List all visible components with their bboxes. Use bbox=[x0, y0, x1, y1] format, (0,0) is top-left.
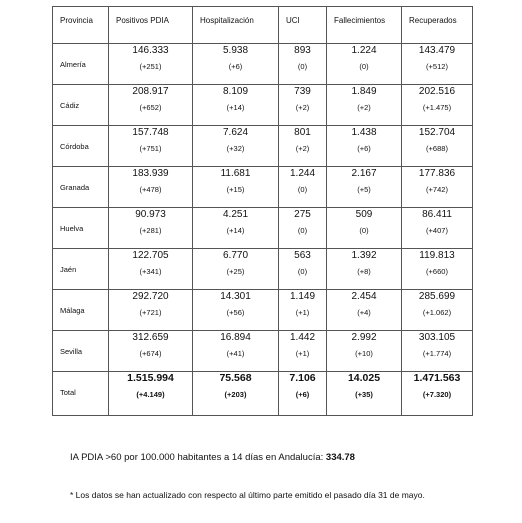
cell-positivos bbox=[109, 167, 193, 208]
cell-delta: (+1.475) bbox=[422, 103, 452, 112]
cell-positivos bbox=[109, 249, 193, 290]
cell-value: 275 bbox=[294, 209, 311, 220]
cell-value: 5.938 bbox=[222, 45, 249, 56]
header-provincia: Provincia bbox=[53, 7, 109, 44]
ia-note-text: IA PDIA >60 por 100.000 habitantes a 14 días en Andalucía: bbox=[70, 452, 326, 463]
covid-data-table bbox=[52, 6, 473, 416]
cell-delta: (+14) bbox=[226, 226, 245, 235]
cell-value: 1.438 bbox=[351, 127, 377, 138]
cell-delta: (+2) bbox=[295, 144, 310, 153]
cell-delta: (+32) bbox=[226, 144, 245, 153]
cell-value: 86.411 bbox=[422, 209, 452, 220]
cell-fallecimientos bbox=[327, 290, 402, 331]
cell-recuperados bbox=[402, 44, 473, 85]
cell-value: 1.442 bbox=[289, 332, 316, 343]
cell-value: 14.025 bbox=[347, 372, 381, 384]
cell-delta: (+1.774) bbox=[422, 349, 452, 358]
cell-uci bbox=[279, 126, 327, 167]
cell-value: 563 bbox=[294, 250, 311, 261]
cell-value: 152.704 bbox=[418, 127, 456, 138]
cell-hospitalizacion bbox=[193, 372, 279, 416]
cell-positivos bbox=[109, 44, 193, 85]
cell-delta: (+6) bbox=[295, 390, 310, 399]
cell-uci bbox=[279, 249, 327, 290]
cell-fallecimientos bbox=[327, 126, 402, 167]
cell-provincia: Málaga bbox=[53, 290, 109, 331]
cell-hospitalizacion bbox=[193, 331, 279, 372]
cell-fallecimientos bbox=[327, 167, 402, 208]
cell-hospitalizacion bbox=[193, 208, 279, 249]
cell-value: 208.917 bbox=[132, 86, 169, 97]
cell-provincia: Sevilla bbox=[53, 331, 109, 372]
table-row bbox=[53, 331, 473, 372]
table-row bbox=[53, 167, 473, 208]
cell-recuperados bbox=[402, 85, 473, 126]
header-fallecimientos: Fallecimientos bbox=[327, 7, 402, 44]
cell-value: 1.224 bbox=[351, 45, 377, 56]
cell-delta: (+35) bbox=[355, 390, 373, 399]
cell-delta: (+1.062) bbox=[422, 308, 452, 317]
cell-delta: (+7.320) bbox=[422, 390, 452, 399]
cell-value: 4.251 bbox=[222, 209, 249, 220]
cell-value: 2.167 bbox=[351, 168, 377, 179]
cell-delta: (+56) bbox=[226, 308, 245, 317]
cell-value: 801 bbox=[294, 127, 311, 138]
cell-delta: (0) bbox=[359, 62, 369, 71]
cell-value: 8.109 bbox=[222, 86, 249, 97]
cell-value: 1.849 bbox=[351, 86, 377, 97]
table-row bbox=[53, 126, 473, 167]
cell-uci bbox=[279, 372, 327, 416]
cell-provincia: Total bbox=[53, 372, 109, 416]
header-uci: UCI bbox=[279, 7, 327, 44]
cell-positivos bbox=[109, 208, 193, 249]
cell-fallecimientos bbox=[327, 208, 402, 249]
cell-value: 739 bbox=[294, 86, 311, 97]
cell-delta: (+4.149) bbox=[136, 390, 165, 399]
cell-positivos bbox=[109, 331, 193, 372]
cell-delta: (+251) bbox=[139, 62, 162, 71]
cell-value: 303.105 bbox=[418, 332, 456, 343]
cell-value: 1.471.563 bbox=[413, 372, 461, 384]
cell-delta: (+721) bbox=[139, 308, 162, 317]
cell-fallecimientos bbox=[327, 44, 402, 85]
cell-delta: (+281) bbox=[139, 226, 162, 235]
cell-delta: (+341) bbox=[139, 267, 162, 276]
cell-delta: (+751) bbox=[139, 144, 162, 153]
header-recuperados: Recuperados bbox=[402, 7, 473, 44]
cell-hospitalizacion bbox=[193, 44, 279, 85]
cell-hospitalizacion bbox=[193, 85, 279, 126]
ia-note bbox=[70, 452, 355, 463]
cell-value: 2.992 bbox=[351, 332, 377, 343]
cell-value: 14.301 bbox=[220, 291, 251, 302]
cell-recuperados bbox=[402, 372, 473, 416]
cell-delta: (+10) bbox=[355, 349, 373, 358]
cell-delta: (+1) bbox=[295, 349, 310, 358]
cell-value: 202.516 bbox=[418, 86, 456, 97]
table-body bbox=[53, 44, 473, 416]
cell-value: 1.392 bbox=[351, 250, 377, 261]
cell-hospitalizacion bbox=[193, 249, 279, 290]
cell-delta: (+742) bbox=[426, 185, 448, 194]
footnote: * Los datos se han actualizado con respecto al último parte emitido el pasado día 31 de mayo. bbox=[70, 490, 425, 500]
cell-delta: (+41) bbox=[226, 349, 245, 358]
cell-delta: (0) bbox=[297, 267, 308, 276]
cell-delta: (+407) bbox=[426, 226, 448, 235]
cell-hospitalizacion bbox=[193, 290, 279, 331]
header-positivos: Positivos PDIA bbox=[109, 7, 193, 44]
cell-value: 157.748 bbox=[132, 127, 169, 138]
table-header-row bbox=[53, 7, 473, 44]
table-row-total bbox=[53, 372, 473, 416]
cell-recuperados bbox=[402, 126, 473, 167]
cell-delta: (+652) bbox=[139, 103, 162, 112]
cell-delta: (+2) bbox=[295, 103, 310, 112]
cell-value: 7.106 bbox=[289, 372, 316, 384]
cell-delta: (+2) bbox=[357, 103, 371, 112]
cell-delta: (0) bbox=[297, 226, 308, 235]
cell-delta: (0) bbox=[297, 185, 308, 194]
table-row bbox=[53, 85, 473, 126]
cell-delta: (0) bbox=[359, 226, 369, 235]
cell-delta: (+5) bbox=[357, 185, 371, 194]
cell-provincia: Cádiz bbox=[53, 85, 109, 126]
cell-value: 2.454 bbox=[351, 291, 377, 302]
cell-value: 146.333 bbox=[132, 45, 169, 56]
cell-value: 183.939 bbox=[132, 168, 169, 179]
cell-value: 6.770 bbox=[222, 250, 249, 261]
cell-hospitalizacion bbox=[193, 126, 279, 167]
cell-uci bbox=[279, 208, 327, 249]
cell-delta: (+688) bbox=[426, 144, 448, 153]
cell-recuperados bbox=[402, 290, 473, 331]
cell-provincia: Córdoba bbox=[53, 126, 109, 167]
ia-note-value: 334.78 bbox=[325, 452, 355, 463]
cell-positivos bbox=[109, 290, 193, 331]
cell-value: 893 bbox=[294, 45, 311, 56]
cell-uci bbox=[279, 167, 327, 208]
cell-delta: (+674) bbox=[139, 349, 162, 358]
cell-value: 509 bbox=[355, 209, 373, 220]
cell-positivos bbox=[109, 372, 193, 416]
cell-value: 16.894 bbox=[220, 332, 251, 343]
cell-value: 119.813 bbox=[419, 250, 455, 261]
cell-value: 7.624 bbox=[222, 127, 249, 138]
cell-positivos bbox=[109, 126, 193, 167]
cell-delta: (+25) bbox=[226, 267, 245, 276]
cell-delta: (+660) bbox=[426, 267, 448, 276]
header-hospitalizacion: Hospitalización bbox=[193, 7, 279, 44]
cell-delta: (+15) bbox=[226, 185, 245, 194]
cell-value: 11.681 bbox=[220, 168, 251, 179]
cell-delta: (+203) bbox=[224, 390, 247, 399]
cell-delta: (+478) bbox=[139, 185, 162, 194]
cell-positivos bbox=[109, 85, 193, 126]
cell-delta: (+512) bbox=[426, 62, 448, 71]
cell-value: 1.515.994 bbox=[127, 372, 174, 384]
cell-recuperados bbox=[402, 208, 473, 249]
cell-fallecimientos bbox=[327, 249, 402, 290]
cell-value: 177.836 bbox=[418, 168, 456, 179]
cell-provincia: Almería bbox=[53, 44, 109, 85]
cell-delta: (+4) bbox=[357, 308, 371, 317]
table-row bbox=[53, 44, 473, 85]
cell-fallecimientos bbox=[327, 372, 402, 416]
cell-uci bbox=[279, 44, 327, 85]
cell-value: 285.699 bbox=[418, 291, 456, 302]
cell-delta: (+6) bbox=[357, 144, 371, 153]
cell-delta: (+1) bbox=[295, 308, 310, 317]
cell-provincia: Jaén bbox=[53, 249, 109, 290]
cell-uci bbox=[279, 85, 327, 126]
cell-provincia: Granada bbox=[53, 167, 109, 208]
cell-delta: (0) bbox=[297, 62, 308, 71]
cell-delta: (+14) bbox=[226, 103, 245, 112]
cell-fallecimientos bbox=[327, 331, 402, 372]
cell-provincia: Huelva bbox=[53, 208, 109, 249]
cell-recuperados bbox=[402, 167, 473, 208]
cell-value: 75.568 bbox=[219, 372, 252, 384]
cell-value: 122.705 bbox=[132, 250, 169, 261]
table-row bbox=[53, 290, 473, 331]
cell-recuperados bbox=[402, 249, 473, 290]
cell-value: 1.244 bbox=[289, 168, 316, 179]
cell-value: 292.720 bbox=[132, 291, 169, 302]
cell-hospitalizacion bbox=[193, 167, 279, 208]
cell-delta: (+8) bbox=[357, 267, 371, 276]
cell-fallecimientos bbox=[327, 85, 402, 126]
cell-value: 312.659 bbox=[132, 332, 169, 343]
cell-value: 90.973 bbox=[135, 209, 166, 220]
cell-uci bbox=[279, 331, 327, 372]
cell-delta: (+6) bbox=[228, 62, 243, 71]
cell-value: 1.149 bbox=[289, 291, 316, 302]
cell-recuperados bbox=[402, 331, 473, 372]
cell-value: 143.479 bbox=[418, 45, 456, 56]
cell-uci bbox=[279, 290, 327, 331]
table-row bbox=[53, 249, 473, 290]
table-row bbox=[53, 208, 473, 249]
